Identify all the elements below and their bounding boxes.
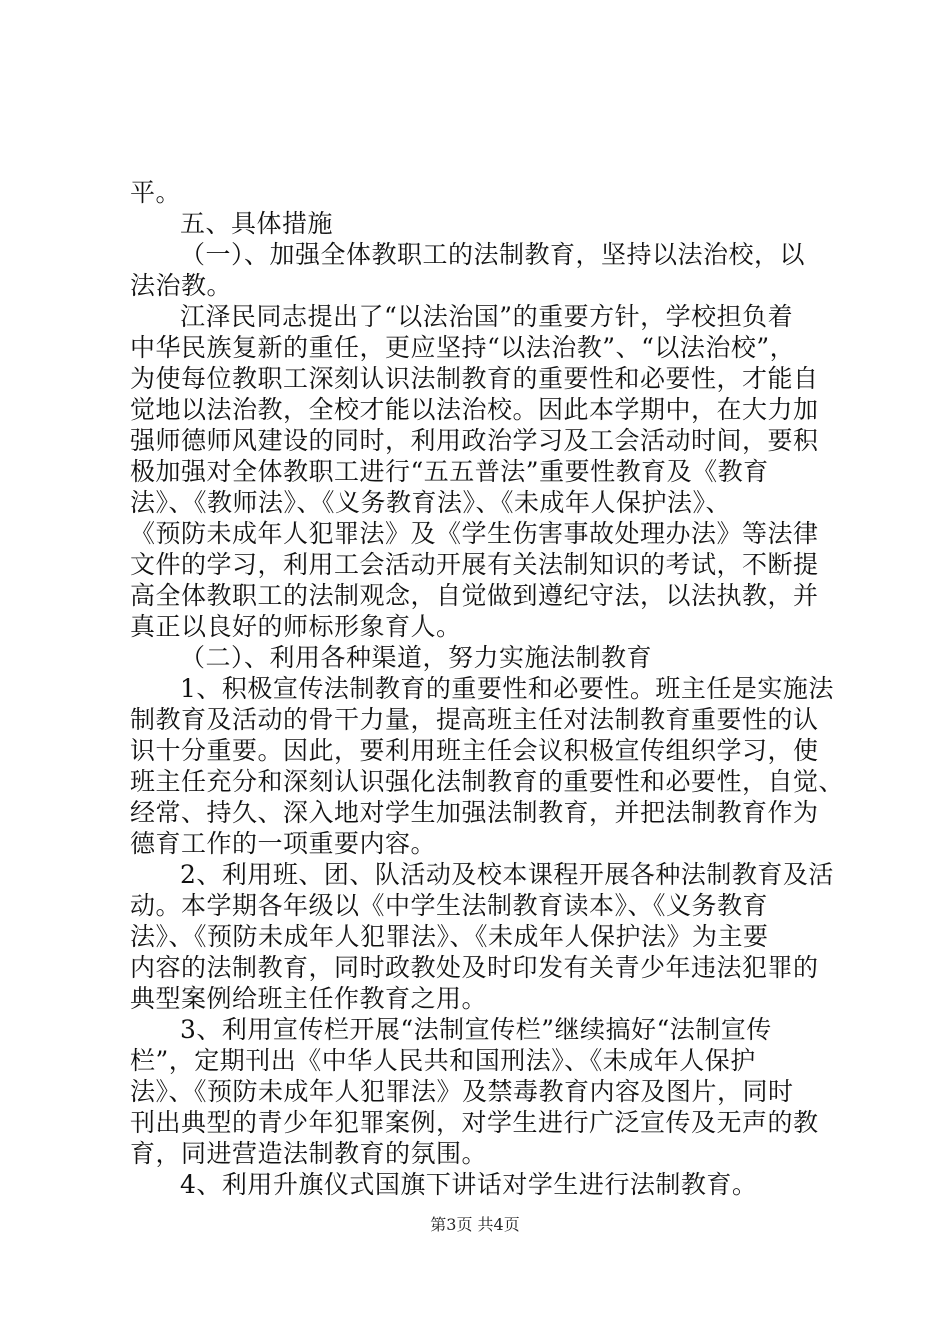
text-line: 班主任充分和深刻认识强化法制教育的重要性和必要性，自觉、 (130, 767, 845, 796)
text-line: 典型案例给班主任作教育之用。 (130, 984, 488, 1013)
text-line: 极加强对全体教职工进行“五五普法”重要性教育及《教育 (130, 457, 769, 486)
text-line: 德育工作的一项重要内容。 (130, 829, 437, 858)
paragraph-first-line: 3、利用宣传栏开展“法制宣传栏”继续搞好“法制宣传 (180, 1015, 772, 1044)
subsection-heading: （一）、加强全体教职工的法制教育，坚持以法治校，以 (180, 240, 806, 269)
text-line: 制教育及活动的骨干力量，提高班主任对法制教育重要性的认 (130, 705, 819, 734)
text-line: 中华民族复新的重任，更应坚持“以法治教”、“以法治校”， (130, 333, 796, 362)
paragraph-first-line: 1、积极宣传法制教育的重要性和必要性。班主任是实施法 (180, 674, 834, 703)
text-line: 刊出典型的青少年犯罪案例，对学生进行广泛宣传及无声的教 (130, 1108, 819, 1137)
text-line: 内容的法制教育，同时政教处及时印发有关青少年违法犯罪的 (130, 953, 819, 982)
text-line: 育，同进营造法制教育的氛围。 (130, 1139, 488, 1168)
text-line: 高全体教职工的法制观念，自觉做到遵纪守法，以法执教，并 (130, 581, 819, 610)
text-line: 真正以良好的师标形象育人。 (130, 612, 462, 641)
text-line: 法》、《预防未成年人犯罪法》及禁毒教育内容及图片，同时 (130, 1077, 794, 1106)
text-line: 经常、持久、深入地对学生加强法制教育，并把法制教育作为 (130, 798, 819, 827)
text-line: 法》、《教师法》、《义务教育法》、《未成年人保护法》、 (130, 488, 732, 517)
section-heading: 五、具体措施 (180, 209, 334, 238)
text-line: 栏”，定期刊出《中华人民共和国刑法》、《未成年人保护 (130, 1046, 756, 1075)
text-line: 为使每位教职工深刻认识法制教育的重要性和必要性，才能自 (130, 364, 819, 393)
text-line: 强师德师风建设的同时，利用政治学习及工会活动时间，要积 (130, 426, 819, 455)
text-line: 《预防未成年人犯罪法》及《学生伤害事故处理办法》等法律 (130, 519, 819, 548)
subsection-heading: （二）、利用各种渠道，努力实施法制教育 (180, 643, 653, 672)
paragraph-first-line: 4、利用升旗仪式国旗下讲话对学生进行法制教育。 (180, 1170, 758, 1199)
text-line: 动。本学期各年级以《中学生法制教育读本》、《义务教育 (130, 891, 769, 920)
text-line: 文件的学习，利用工会活动开展有关法制知识的考试，不断提 (130, 550, 819, 579)
text-line: 识十分重要。因此，要利用班主任会议积极宣传组织学习，使 (130, 736, 819, 765)
text-line: 觉地以法治教，全校才能以法治校。因此本学期中，在大力加 (130, 395, 819, 424)
text-line: 法》、《预防未成年人犯罪法》、《未成年人保护法》为主要 (130, 922, 769, 951)
text-line: 平。 (130, 178, 182, 207)
page-footer: 第3页 共4页 (430, 1215, 520, 1234)
paragraph-first-line: 江泽民同志提出了“以法治国”的重要方针，学校担负着 (180, 302, 794, 331)
paragraph-first-line: 2、利用班、团、队活动及校本课程开展各种法制教育及活 (180, 860, 834, 889)
text-line: 法治教。 (130, 271, 233, 300)
